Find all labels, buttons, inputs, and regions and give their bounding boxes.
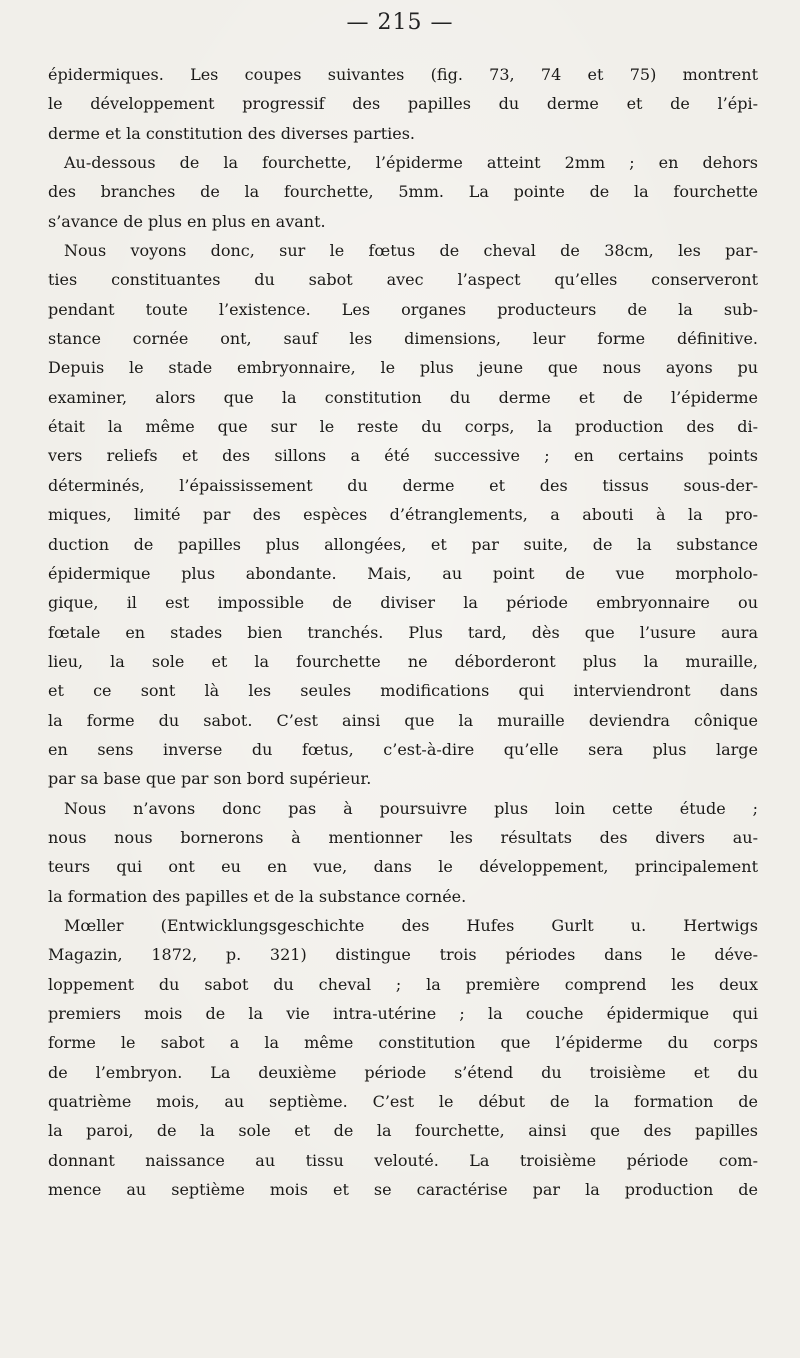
text-line: forme le sabot a la même constitution que l’épiderme du corps xyxy=(48,1033,758,1053)
text-line: duction de papilles plus allongées, et par suite, de la substance xyxy=(48,534,758,554)
text-line: mence au septième mois et se caractérise par la production de xyxy=(48,1180,758,1200)
text-line: était la même que sur le reste du corps, la production des di- xyxy=(48,417,758,437)
text-line: gique, il est impossible de diviser la période embryonnaire ou xyxy=(48,593,758,613)
body-text xyxy=(48,65,758,1209)
text-line: Nous n’avons donc pas à poursuivre plus loin cette étude ; xyxy=(64,798,758,818)
text-line: Nous voyons donc, sur le fœtus de cheval de 38cm, les par- xyxy=(64,241,758,261)
text-line: derme et la constitution des diverses parties. xyxy=(48,123,416,143)
text-line: ties constituantes du sabot avec l’aspect qu’elles conserveront xyxy=(48,270,758,290)
text-line: déterminés, l’épaississement du derme et des tissus sous-der- xyxy=(48,475,758,495)
text-line: Magazin, 1872, p. 321) distingue trois périodes dans le déve- xyxy=(48,945,758,965)
text-line: pendant toute l’existence. Les organes producteurs de la sub- xyxy=(48,299,758,319)
text-line: de l’embryon. La deuxième période s’étend du troisième et du xyxy=(48,1062,758,1082)
text-line: s’avance de plus en plus en avant. xyxy=(48,211,326,231)
text-line: la formation des papilles et de la substance cornée. xyxy=(48,886,467,906)
text-line: teurs qui ont eu en vue, dans le développement, principalement xyxy=(48,857,758,877)
text-line: miques, limité par des espèces d’étranglements, a abouti à la pro- xyxy=(48,505,758,525)
text-line: par sa base que par son bord supérieur. xyxy=(48,769,372,789)
text-line: vers reliefs et des sillons a été successive ; en certains points xyxy=(48,446,758,466)
text-line: le développement progressif des papilles du derme et de l’épi- xyxy=(48,94,758,114)
text-line: donnant naissance au tissu velouté. La troisième période com- xyxy=(48,1150,758,1170)
text-line: épidermiques. Les coupes suivantes (fig. 73, 74 et 75) montrent xyxy=(48,65,758,84)
text-line: des branches de la fourchette, 5mm. La pointe de la fourchette xyxy=(48,182,758,202)
text-line: et ce sont là les seules modifications qui interviendront dans xyxy=(48,681,758,701)
text-line: premiers mois de la vie intra-utérine ; la couche épidermique qui xyxy=(48,1004,758,1023)
text-line: quatrième mois, au septième. C’est le début de la formation de xyxy=(48,1092,758,1112)
text-line: examiner, alors que la constitution du derme et de l’épiderme xyxy=(48,387,758,407)
text-line: loppement du sabot du cheval ; la première comprend les deux xyxy=(48,974,758,994)
text-line: Au-dessous de la fourchette, l’épiderme atteint 2mm ; en dehors xyxy=(64,153,758,173)
text-line: Mœller (Entwicklungsgeschichte des Hufes Gurlt u. Hertwigs xyxy=(64,915,758,935)
text-line: nous nous bornerons à mentionner les résultats des divers au- xyxy=(48,827,758,847)
text-line: Depuis le stade embryonnaire, le plus jeune que nous ayons pu xyxy=(48,358,758,378)
text-line: la paroi, de la sole et de la fourchette, ainsi que des papilles xyxy=(48,1121,758,1141)
text-line: en sens inverse du fœtus, c’est-à-dire qu’elle sera plus large xyxy=(48,739,758,759)
page-number: — 215 — xyxy=(346,10,454,35)
text-line: fœtale en stades bien tranchés. Plus tard, dès que l’usure aura xyxy=(48,622,758,642)
text-line: la forme du sabot. C’est ainsi que la muraille deviendra cônique xyxy=(48,710,758,730)
text-line: épidermique plus abondante. Mais, au point de vue morpholo- xyxy=(48,563,758,583)
text-line: lieu, la sole et la fourchette ne déborderont plus la muraille, xyxy=(48,651,758,671)
text-line: stance cornée ont, sauf les dimensions, leur forme définitive. xyxy=(48,329,758,349)
